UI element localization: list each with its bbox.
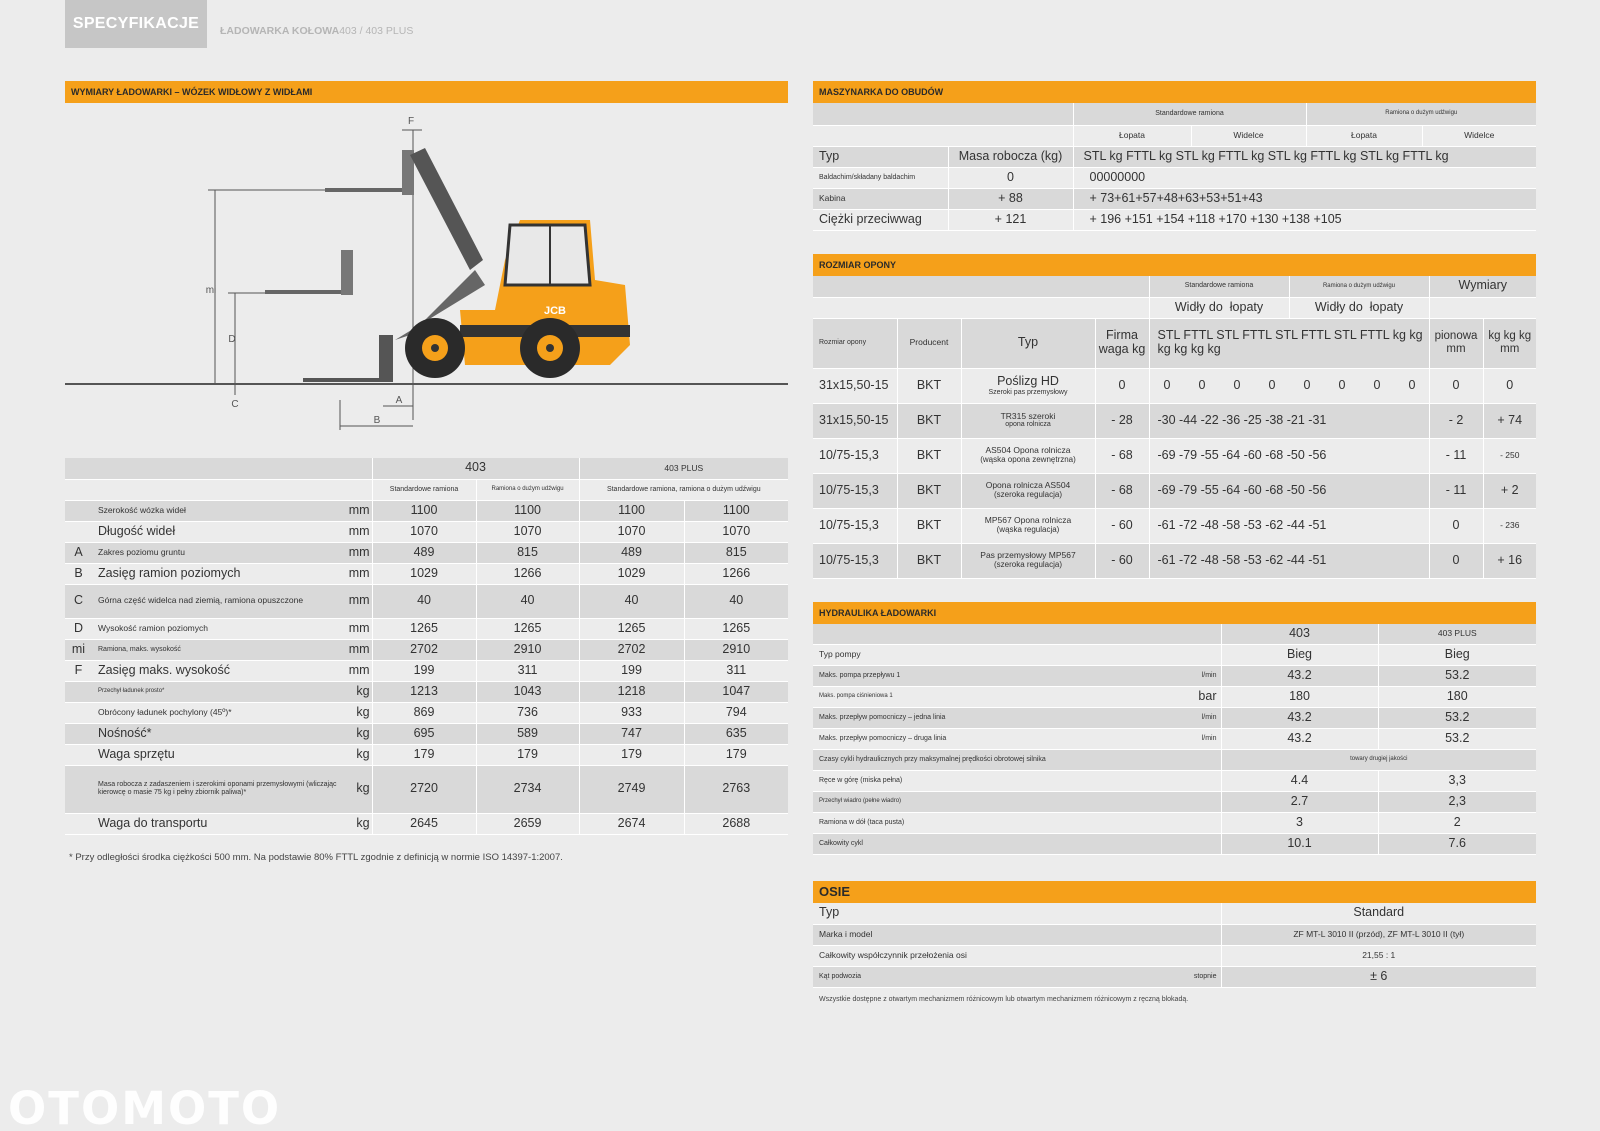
table-row: Całkowity współczynnik przełożenia osi 21,55 : 1	[813, 945, 1536, 966]
table-row: Przechył ładunek prosto* kg 1213 1043 1218 1047	[65, 681, 788, 702]
table-row: Obrócony ładunek pochylony (45º)* kg 869 736 933 794	[65, 702, 788, 723]
table-row: Ciężki przeciwwag + 121 + 196 +151 +154 +118 +170 +130 +138 +105	[813, 209, 1536, 230]
table-row: Kąt podwozia stopnie ± 6	[813, 966, 1536, 987]
table-row: Maks. przepływ pomocniczy – jedna linia l/min 43.2 53.2	[813, 707, 1536, 728]
dimensions-section-title: WYMIARY ŁADOWARKI – WÓZEK WIDŁOWY Z WIDŁAMI	[65, 81, 788, 103]
tyres-table: Standardowe ramiona Ramiona o dużym udźwigu Wymiary Widły do łopaty Widły do łopaty Rozmiar opony Producent Typ Firma waga kg STL FTTL STL FTTL STL FTTL STL FTTL kg kg kg kg kg kg pionowa mm kg kg kg mm 31x15,50-15 BKT Poślizg HD Szeroki pas przemysłowy 0 0 0 0 0 0 0 0 0 0 0 31x15,50-15 BKT TR315 szeroki opona rolnicza - 28 -30 -44 -22 -36 -25 -38 -21 -31 - 2 + 74 10/75-15,3 BKT AS504 Opona rolnicza (wąska opona zewnętrzna) - 68 -69 -79 -55 -64 -60 -68 -50 -56 - 11 - 250 10/75-15,3 BKT Opona rolnicza AS504 (szeroka regulacja) - 68 -69 -79 -55 -64 -60 -68 -50 -56 - 11 + 2 10/75-15,3 BKT MP567 Opona rolnicza (wąska regulacja) - 60 -61 -72 -48 -58 -53 -62 -44 -51 0 - 236 10/75-15,3 BKT Pas przemysłowy MP567 (szeroka regulacja) - 60 -61 -72 -48 -58 -53 -62 -44 -51 0 + 16	[813, 276, 1536, 579]
table-row: Masa robocza z zadaszeniem i szerokimi oponami przemysłowymi (wliczając kierowcę o masie 75 kg i pełny zbiornik paliwa)* kg 2720 2734 2749 2763	[65, 765, 788, 813]
page-subtitle: ŁADOWARKA KOŁOWA403 / 403 PLUS	[220, 25, 414, 37]
label-mi: mi	[205, 285, 217, 296]
table-row: 10/75-15,3 BKT Opona rolnicza AS504 (szeroka regulacja) - 68 -69 -79 -55 -64 -60 -68 -50 -56 - 11 + 2	[813, 473, 1536, 508]
table-row: Ręce w górę (miska pełna) 4.4 3,3	[813, 770, 1536, 791]
table-row: 31x15,50-15 BKT TR315 szeroki opona rolnicza - 28 -30 -44 -22 -36 -25 -38 -21 -31 - 2 + 74	[813, 403, 1536, 438]
tyres-section-title: ROZMIAR OPONY	[813, 254, 1536, 276]
col-403: 403	[372, 458, 579, 479]
table-row: D Wysokość ramion poziomych mm 1265 1265 1265 1265	[65, 618, 788, 639]
page-tab: SPECYFIKACJE	[65, 0, 207, 48]
loader-diagram	[65, 110, 788, 440]
brand-logo: JCB	[543, 305, 567, 317]
table-row: Waga do transportu kg 2645 2659 2674 2688	[65, 813, 788, 834]
label-f: F	[407, 116, 415, 127]
table-row: Przechył wiadro (pełne wiadro) 2.7 2,3	[813, 791, 1536, 812]
mower-section-title: MASZYNARKA DO OBUDÓW	[813, 81, 1536, 103]
table-row: 10/75-15,3 BKT MP567 Opona rolnicza (wąska regulacja) - 60 -61 -72 -48 -58 -53 -62 -44 -51 0 - 236	[813, 508, 1536, 543]
table-row: Maks. pompa przepływu 1 l/min 43.2 53.2	[813, 665, 1536, 686]
table-row: Typ Standard	[813, 903, 1536, 924]
label-b: B	[373, 415, 381, 426]
table-row: Maks. pompa ciśnieniowa 1 bar 180 180	[813, 686, 1536, 707]
axles-table	[813, 903, 1536, 988]
label-d: D	[228, 334, 236, 345]
table-row: mi Ramiona, maks. wysokość mm 2702 2910 2702 2910	[65, 639, 788, 660]
table-row: 10/75-15,3 BKT Pas przemysłowy MP567 (szeroka regulacja) - 60 -61 -72 -48 -58 -53 -62 -44 -51 0 + 16	[813, 543, 1536, 578]
col-403plus: 403 PLUS	[579, 458, 788, 479]
table-row: Baldachim/składany baldachim 0 00000000	[813, 167, 1536, 188]
table-row: Typ pompy Bieg Bieg	[813, 644, 1536, 665]
axles-footnote: Wszystkie dostępne z otwartym mechanizmem różnicowym lub otwartym mechanizmem różnicowym z ręczną blokadą.	[819, 996, 1189, 1003]
dimensions-footnote: * Przy odległości środka ciężkości 500 mm. Na podstawie 80% FTTL zgodnie z definicją w normie ISO 14397-1:2007.	[69, 852, 563, 863]
hydraulics-table: 403 403 PLUS Typ pompy Bieg Bieg Maks. pompa przepływu 1 l/min 43.2 53.2 Maks. pompa ciśnieniowa 1 bar 180 180 Maks. przepływ pomocniczy – jedna linia l/min 43.2 53.2 Maks. przepływ pomocniczy – druga linia l/min 43.2 53.2 Czasy cykli hydraulicznych przy maksymalnej prędkości obrotowej silnika towary drugiej jakości Ręce w górę (miska pełna) 4.4 3,3 Przechył wiadro (pełne wiadro) 2.7 2,3 Ramiona w dół (taca pusta) 3 2 Całkowity cykl 10.1 7.6	[813, 624, 1536, 855]
table-row: 31x15,50-15 BKT Poślizg HD Szeroki pas przemysłowy 0 0 0 0 0 0 0 0 0 0 0	[813, 368, 1536, 403]
table-row: A Zakres poziomu gruntu mm 489 815 489 815	[65, 542, 788, 563]
dimensions-table: 403 403 PLUS Standardowe ramiona Ramiona o dużym udźwigu Standardowe ramiona, ramiona o dużym udźwigu Szerokość wózka wideł mm 1100 1100 1100 1100 Długość wideł mm 1070 1070 1070 1070 A Zakres poziomu gruntu mm 489 815 489 815 B Zasięg ramion poziomych mm 1029 1266 1029 1266 C Górna część widelca nad ziemią, ramiona opuszczone mm 40 40 40 40 D Wysokość ramion poziomych mm 1265 1265 1265 1265 mi Ramiona, maks. wysokość mm 2702 2910 2702 2910 F Zasięg maks. wysokość mm 199 311 199 311 Przechył ładunek prosto* kg 1213 1043 1218 1047 Obrócony ładunek pochylony (45º)* kg 869 736 933 794 Nośność* kg 695 589 747 635 Waga sprzętu kg 179 179 179 179 Masa robocza z zadaszeniem i szerokimi oponami przemysłowymi (wliczając kierowcę o masie 75 kg i pełny zbiornik paliwa)* kg 2720 2734 2749 2763 Waga do transportu kg 2645 2659 2674 2688	[65, 458, 788, 835]
label-a: A	[395, 395, 403, 406]
table-row: Waga sprzętu kg 179 179 179 179	[65, 744, 788, 765]
table-row: F Zasięg maks. wysokość mm 199 311 199 311	[65, 660, 788, 681]
table-row: Kabina + 88 + 73+61+57+48+63+53+51+43	[813, 188, 1536, 209]
label-c: C	[231, 399, 239, 410]
table-row: Całkowity cykl 10.1 7.6	[813, 833, 1536, 854]
mower-table: Standardowe ramiona Ramiona o dużym udźwigu Łopata Widelce Łopata Widelce Typ Masa robocza (kg) STL kg FTTL kg STL kg FTTL kg STL kg FTTL kg STL kg FTTL kg Baldachim/składany baldachim 0 00000000 Kabina + 88 + 73+61+57+48+63+53+51+43 Ciężki przeciwwag + 121 + 196 +151 +154 +118 +170 +130 +138 +105	[813, 103, 1536, 231]
table-row: Długość wideł mm 1070 1070 1070 1070	[65, 521, 788, 542]
table-row: 10/75-15,3 BKT AS504 Opona rolnicza (wąska opona zewnętrzna) - 68 -69 -79 -55 -64 -60 -68 -50 -56 - 11 - 250	[813, 438, 1536, 473]
table-row: C Górna część widelca nad ziemią, ramiona opuszczone mm 40 40 40 40	[65, 584, 788, 618]
table-row: B Zasięg ramion poziomych mm 1029 1266 1029 1266	[65, 563, 788, 584]
axles-section-title: OSIE	[813, 881, 1536, 903]
table-row: Marka i model ZF MT-L 3010 II (przód), ZF MT-L 3010 II (tył)	[813, 924, 1536, 945]
table-row: Szerokość wózka wideł mm 1100 1100 1100 1100	[65, 500, 788, 521]
table-row: Czasy cykli hydraulicznych przy maksymalnej prędkości obrotowej silnika towary drugiej jakości	[813, 749, 1536, 770]
table-row: Maks. przepływ pomocniczy – druga linia l/min 43.2 53.2	[813, 728, 1536, 749]
table-row: Nośność* kg 695 589 747 635	[65, 723, 788, 744]
watermark-logo: OTOMOTO	[8, 1082, 282, 1131]
table-row: Ramiona w dół (taca pusta) 3 2	[813, 812, 1536, 833]
hydraulics-section-title: HYDRAULIKA ŁADOWARKI	[813, 602, 1536, 624]
